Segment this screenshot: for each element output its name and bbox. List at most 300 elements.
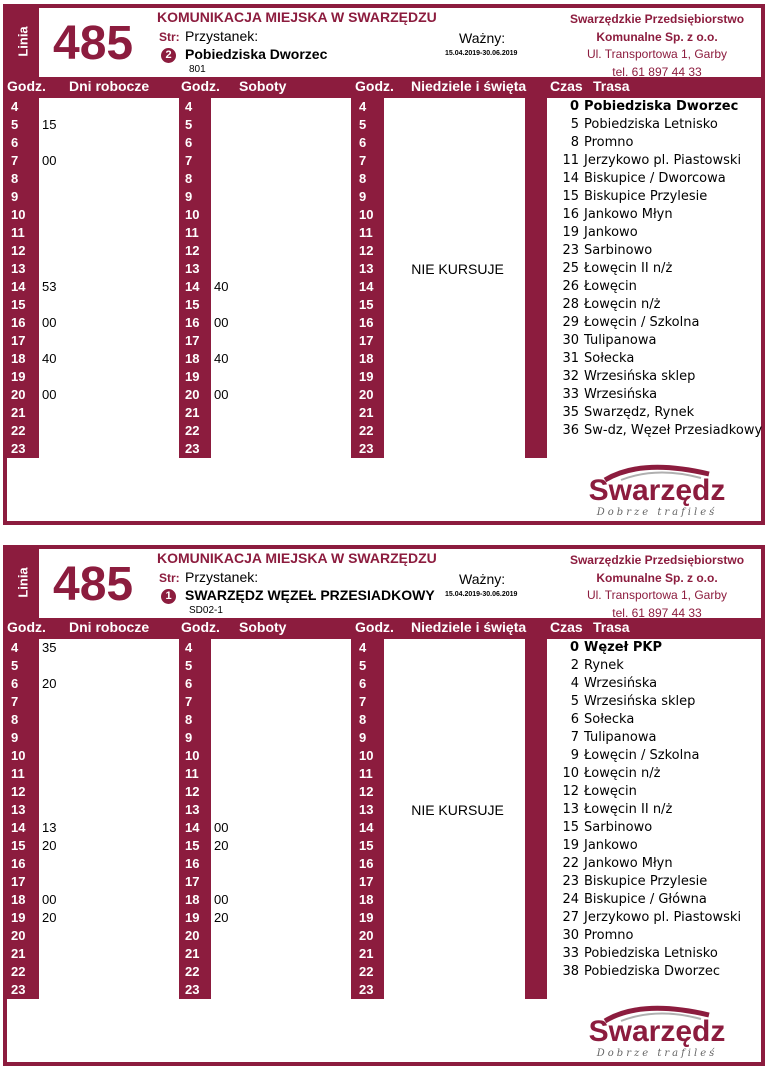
minute-cell <box>39 296 179 314</box>
hour-cell: 8 <box>359 712 367 727</box>
route-stop-name: Łowęcin <box>584 279 637 294</box>
minute-cell <box>211 368 351 386</box>
route-stop-name: Sołecka <box>584 712 635 727</box>
route-stop <box>547 278 761 296</box>
route-stop <box>547 206 761 224</box>
hour-cell: 22 <box>185 964 200 979</box>
route-stop-name: Promno <box>584 135 634 150</box>
hour-cell: 11 <box>185 766 199 781</box>
hour-cell: 21 <box>359 946 374 961</box>
hour-cell: 20 <box>185 387 200 402</box>
route-stop-name: Promno <box>584 928 634 943</box>
route-stop-name: Swarzędz, Rynek <box>584 405 695 420</box>
hour-cell: 13 <box>185 802 200 817</box>
route-stop-time: 24 <box>562 892 579 907</box>
route-stop-name: Biskupice / Dworcowa <box>584 171 726 186</box>
route-stop-name: Jankowo Młyn <box>584 207 673 222</box>
minute-cell: 53 <box>42 279 57 294</box>
minute-cell <box>211 260 351 278</box>
route-stop <box>547 783 761 801</box>
hour-cell: 16 <box>185 856 200 871</box>
route-stop-name: Łowęcin / Szkolna <box>584 748 700 763</box>
route-stop-time: 30 <box>562 928 579 943</box>
hour-cell: 19 <box>11 910 26 925</box>
hour-cell: 9 <box>359 730 367 745</box>
logo-slogan: Dobrze trafileś <box>596 507 718 518</box>
minute-cell <box>39 927 179 945</box>
hour-cell: 10 <box>359 207 374 222</box>
column-header-weekdays: Dni robocze <box>69 619 150 635</box>
hour-cell: 18 <box>11 892 26 907</box>
hour-cell: 19 <box>185 369 200 384</box>
hour-cell: 10 <box>11 748 26 763</box>
route-stop-time: 2 <box>570 658 579 673</box>
route-stop-name: Sarbinowo <box>584 243 653 258</box>
minute-cell: 20 <box>42 676 57 691</box>
minute-cell <box>39 206 179 224</box>
route-stop-time: 8 <box>570 135 579 150</box>
minute-cell: 00 <box>214 892 229 907</box>
timetable-direction-2 <box>3 4 765 525</box>
logo-text: Swarzędz <box>588 474 726 507</box>
route-stop-name: Jerzykowo pl. Piastowski <box>584 153 742 168</box>
hour-cell: 11 <box>11 225 25 240</box>
hour-cell: 7 <box>185 694 193 709</box>
valid-dates: 15.04.2019-30.06.2019 <box>445 591 518 598</box>
hour-cell: 20 <box>11 928 26 943</box>
route-stop-time: 33 <box>562 387 579 402</box>
minute-cell <box>39 242 179 260</box>
hour-cell: 10 <box>359 748 374 763</box>
hour-cell: 4 <box>359 640 367 655</box>
route-stop <box>547 693 761 711</box>
route-stop-time: 14 <box>562 171 579 186</box>
hour-cell: 10 <box>185 207 200 222</box>
route-list <box>547 98 761 440</box>
hour-cell: 23 <box>359 982 374 997</box>
route-stop <box>547 422 761 440</box>
minute-cell <box>211 855 351 873</box>
hour-cell: 15 <box>11 297 26 312</box>
hour-cell: 18 <box>185 892 200 907</box>
minute-cell <box>39 440 179 458</box>
hour-cell: 9 <box>359 189 367 204</box>
hour-cell: 18 <box>359 351 374 366</box>
minute-cell <box>211 224 351 242</box>
route-stop-name: Wrzesińska <box>584 387 658 402</box>
minute-cell: 13 <box>42 820 57 835</box>
timetable-footer <box>7 458 547 521</box>
route-stop-name: Biskupice / Główna <box>584 892 707 907</box>
route-stop <box>547 657 761 675</box>
hour-cell: 8 <box>185 712 193 727</box>
minute-cell <box>211 765 351 783</box>
timetable-footer <box>7 999 547 1062</box>
hour-cell: 10 <box>185 748 200 763</box>
hour-cell: 15 <box>185 838 200 853</box>
route-stop <box>547 242 761 260</box>
route-stop-time: 19 <box>562 225 579 240</box>
hour-cell: 22 <box>11 964 26 979</box>
hour-cell: 20 <box>359 928 374 943</box>
hour-cell: 22 <box>359 423 374 438</box>
line-label-bar <box>7 8 39 77</box>
hour-cell: 9 <box>11 730 19 745</box>
route-stop-name: Biskupice Przylesie <box>584 874 708 889</box>
column-header-hour-sunday: Godz. <box>355 619 394 635</box>
hour-cell: 16 <box>185 315 200 330</box>
swarzedz-logo <box>587 460 727 520</box>
minute-cell <box>211 783 351 801</box>
minute-cell <box>39 422 179 440</box>
line-label: Linia <box>15 26 31 57</box>
hour-cell: 15 <box>359 297 374 312</box>
valid-label: Ważny: <box>459 30 506 46</box>
minute-cell <box>211 639 351 657</box>
minute-cell <box>211 440 351 458</box>
minute-cell: 20 <box>214 910 229 925</box>
hour-cell: 12 <box>185 784 200 799</box>
hour-cell: 18 <box>185 351 200 366</box>
route-stop <box>547 963 761 981</box>
hours-column-weekday <box>7 639 40 999</box>
minute-cell <box>211 296 351 314</box>
route-stop <box>547 170 761 188</box>
route-stop-time: 6 <box>570 712 579 727</box>
company-name-line1: Swarzędzkie Przedsiębiorstwo <box>569 553 745 567</box>
route-stop-name: Sołecka <box>584 351 635 366</box>
hours-column-saturday <box>181 98 214 458</box>
hour-cell: 5 <box>359 658 367 673</box>
hour-cell: 23 <box>185 441 200 456</box>
column-header-hour-saturday: Godz. <box>181 78 220 94</box>
hour-cell: 13 <box>359 802 374 817</box>
route-stop-name: Tulipanowa <box>584 730 657 745</box>
route-stop-time: 33 <box>562 946 579 961</box>
column-header-hour-sunday: Godz. <box>355 78 394 94</box>
route-stop <box>547 675 761 693</box>
route-stop-name: Pobiedziska Dworzec <box>584 964 720 979</box>
route-stop <box>547 909 761 927</box>
minute-cell <box>211 729 351 747</box>
column-header-sundays: Niedziele i święta <box>411 619 527 635</box>
minute-cell <box>39 134 179 152</box>
hour-cell: 12 <box>11 243 26 258</box>
route-stop-name: Łowęcin II n/ż <box>584 802 673 817</box>
hour-cell: 10 <box>11 207 26 222</box>
hour-cell: 15 <box>359 838 374 853</box>
hour-cell: 19 <box>359 369 374 384</box>
hour-cell: 8 <box>185 171 193 186</box>
route-stop-time: 10 <box>562 766 579 781</box>
hour-cell: 22 <box>11 423 26 438</box>
stop-label: Przystanek: <box>185 569 259 585</box>
weekday-minutes <box>39 639 179 999</box>
route-stop-time: 29 <box>562 315 579 330</box>
column-header-hour-saturday: Godz. <box>181 619 220 635</box>
minute-cell <box>39 170 179 188</box>
company-phone: tel. 61 897 44 33 <box>612 65 702 79</box>
route-stop-name: Łowęcin <box>584 784 637 799</box>
route-stop <box>547 188 761 206</box>
logo-slogan: Dobrze trafileś <box>596 1048 718 1059</box>
minute-cell: 20 <box>42 910 57 925</box>
route-stop <box>547 350 761 368</box>
minute-cell <box>211 963 351 981</box>
hour-cell: 20 <box>185 928 200 943</box>
hour-cell: 4 <box>11 640 19 655</box>
minute-cell: 20 <box>42 838 57 853</box>
minute-cell <box>211 422 351 440</box>
hour-cell: 11 <box>185 225 199 240</box>
hour-cell: 8 <box>11 171 19 186</box>
hour-cell: 4 <box>185 640 193 655</box>
hours-column-saturday <box>181 639 214 999</box>
sunday-no-service-note: NIE KURSUJE <box>411 261 504 277</box>
column-header-saturdays: Soboty <box>239 78 287 94</box>
hour-cell: 5 <box>185 658 193 673</box>
minute-cell <box>39 332 179 350</box>
hour-cell: 17 <box>185 874 200 889</box>
minute-cell: 40 <box>214 279 229 294</box>
route-stop-time: 35 <box>562 405 579 420</box>
hour-cell: 13 <box>185 261 200 276</box>
hour-cell: 9 <box>185 189 193 204</box>
weekday-minutes <box>39 98 179 458</box>
route-stop <box>547 224 761 242</box>
route-stop-time: 23 <box>562 874 579 889</box>
minute-cell <box>39 224 179 242</box>
route-stop <box>547 314 761 332</box>
sunday-minutes <box>384 98 525 458</box>
route-stop-time: 0 <box>569 99 579 114</box>
minute-cell <box>211 693 351 711</box>
hour-cell: 11 <box>11 766 25 781</box>
route-list <box>547 639 761 981</box>
minute-cell <box>39 945 179 963</box>
stop-code: 801 <box>189 64 206 75</box>
minute-cell: 35 <box>42 640 57 655</box>
minute-cell <box>211 927 351 945</box>
route-stop <box>547 837 761 855</box>
hour-cell: 13 <box>11 802 26 817</box>
hour-cell: 12 <box>359 784 374 799</box>
route-stop-name: Wrzesińska sklep <box>584 694 696 709</box>
route-stop-time: 11 <box>562 153 579 168</box>
route-stop-name: Pobiedziska Dworzec <box>584 99 739 114</box>
route-stop <box>547 873 761 891</box>
hour-cell: 8 <box>359 171 367 186</box>
minute-cell: 00 <box>214 387 229 402</box>
line-number: 485 <box>53 17 134 70</box>
route-stop-name: Węzeł PKP <box>584 640 663 655</box>
minute-cell <box>39 729 179 747</box>
hour-cell: 22 <box>359 964 374 979</box>
hour-cell: 14 <box>359 820 374 835</box>
timetable-header <box>7 8 761 77</box>
route-stop <box>547 765 761 783</box>
minute-cell: 00 <box>42 153 57 168</box>
route-stop-time: 4 <box>570 676 579 691</box>
hour-cell: 15 <box>185 297 200 312</box>
route-stop <box>547 945 761 963</box>
minute-cell <box>211 747 351 765</box>
hour-cell: 21 <box>11 405 26 420</box>
minute-cell <box>39 98 179 116</box>
route-stop-time: 27 <box>562 910 579 925</box>
route-stop-name: Jerzykowo pl. Piastowski <box>584 910 742 925</box>
minute-cell: 20 <box>214 838 229 853</box>
hour-cell: 21 <box>11 946 26 961</box>
direction-number-badge: 2 <box>161 48 176 63</box>
minute-cell: 00 <box>42 315 57 330</box>
route-stop-name: Biskupice Przylesie <box>584 189 708 204</box>
hour-cell: 6 <box>185 676 193 691</box>
route-stop-name: Łowęcin n/ż <box>584 297 661 312</box>
swarzedz-logo <box>587 1001 727 1061</box>
hour-cell: 17 <box>359 874 374 889</box>
route-stop <box>547 891 761 909</box>
minute-cell <box>39 404 179 422</box>
column-header-time: Czas <box>550 619 583 635</box>
minute-cell <box>39 693 179 711</box>
valid-dates: 15.04.2019-30.06.2019 <box>445 50 518 57</box>
column-header-route: Trasa <box>593 619 630 635</box>
minute-cell <box>39 873 179 891</box>
hour-cell: 8 <box>11 712 19 727</box>
minute-cell: 00 <box>42 892 57 907</box>
hour-cell: 11 <box>359 225 373 240</box>
route-stop-time: 28 <box>562 297 579 312</box>
company-name-line1: Swarzędzkie Przedsiębiorstwo <box>569 12 745 26</box>
minute-cell <box>211 98 351 116</box>
minute-cell <box>211 152 351 170</box>
column-header-weekdays: Dni robocze <box>69 78 150 94</box>
company-address: Ul. Transportowa 1, Garby <box>586 588 728 602</box>
hour-cell: 19 <box>11 369 26 384</box>
line-label: Linia <box>15 567 31 598</box>
route-stop <box>547 116 761 134</box>
route-stop-time: 15 <box>562 820 579 835</box>
column-header-sundays: Niedziele i święta <box>411 78 527 94</box>
route-stop <box>547 711 761 729</box>
minute-cell <box>39 963 179 981</box>
minute-cell <box>39 855 179 873</box>
minute-cell <box>211 945 351 963</box>
route-stop <box>547 134 761 152</box>
hour-cell: 6 <box>11 676 19 691</box>
minute-cell <box>211 657 351 675</box>
direction-label: Str: <box>159 571 180 585</box>
hour-cell: 21 <box>359 405 374 420</box>
hour-cell: 5 <box>185 117 193 132</box>
hour-cell: 12 <box>359 243 374 258</box>
route-stop <box>547 404 761 422</box>
route-stop-time: 13 <box>562 802 579 817</box>
minute-cell <box>39 747 179 765</box>
line-number: 485 <box>53 558 134 611</box>
direction-number-badge: 1 <box>161 589 176 604</box>
minute-cell <box>39 981 179 999</box>
company-phone: tel. 61 897 44 33 <box>612 606 702 620</box>
route-stop-time: 38 <box>562 964 579 979</box>
route-stop <box>547 332 761 350</box>
route-stop <box>547 296 761 314</box>
route-stop-time: 31 <box>562 351 579 366</box>
hours-column-weekday <box>7 98 40 458</box>
column-header-time: Czas <box>550 78 583 94</box>
hour-cell: 7 <box>185 153 193 168</box>
route-stop-time: 30 <box>562 333 579 348</box>
route-stop <box>547 819 761 837</box>
route-stop <box>547 152 761 170</box>
minute-cell <box>211 873 351 891</box>
hour-cell: 13 <box>359 261 374 276</box>
hour-cell: 21 <box>185 946 200 961</box>
route-stop-time: 0 <box>569 640 579 655</box>
hour-cell: 5 <box>11 117 19 132</box>
minute-cell <box>211 675 351 693</box>
hour-cell: 14 <box>359 279 374 294</box>
route-stop-name: Sw-dz, Węzeł Przesiadkowy <box>584 423 763 438</box>
company-address: Ul. Transportowa 1, Garby <box>586 47 728 61</box>
route-stop <box>547 855 761 873</box>
route-panel <box>547 98 761 521</box>
route-stop-time: 7 <box>570 730 579 745</box>
hour-cell: 6 <box>11 135 19 150</box>
route-stop <box>547 260 761 278</box>
hour-cell: 12 <box>11 784 26 799</box>
hour-cell: 4 <box>359 99 367 114</box>
route-stop <box>547 386 761 404</box>
hour-cell: 23 <box>359 441 374 456</box>
minute-cell: 00 <box>214 315 229 330</box>
route-stop-time: 16 <box>562 207 579 222</box>
minute-cell <box>211 170 351 188</box>
minute-cell: 00 <box>214 820 229 835</box>
minute-cell <box>39 188 179 206</box>
route-stop <box>547 98 761 116</box>
hour-cell: 6 <box>359 135 367 150</box>
route-stop-time: 36 <box>562 423 579 438</box>
route-stop <box>547 747 761 765</box>
route-stop-name: Pobiedziska Letnisko <box>584 946 718 961</box>
hour-cell: 7 <box>11 694 19 709</box>
hour-cell: 12 <box>185 243 200 258</box>
hour-cell: 20 <box>11 387 26 402</box>
hour-cell: 23 <box>11 982 26 997</box>
route-stop-time: 9 <box>570 748 579 763</box>
route-stop-name: Łowęcin n/ż <box>584 766 661 781</box>
direction-label: Str: <box>159 30 180 44</box>
line-label-bar <box>7 549 39 618</box>
hour-cell: 16 <box>359 315 374 330</box>
hour-cell: 16 <box>359 856 374 871</box>
route-stop-time: 5 <box>570 117 579 132</box>
route-stop-time: 23 <box>562 243 579 258</box>
hour-cell: 14 <box>185 279 200 294</box>
hour-cell: 4 <box>11 99 19 114</box>
route-stop-time: 22 <box>562 856 579 871</box>
hour-cell: 6 <box>359 676 367 691</box>
hour-cell: 18 <box>359 892 374 907</box>
route-stop-time: 25 <box>562 261 579 276</box>
hour-cell: 14 <box>11 820 26 835</box>
timetable-header <box>7 549 761 618</box>
route-stop-time: 15 <box>562 189 579 204</box>
minute-cell <box>211 116 351 134</box>
hour-cell: 17 <box>359 333 374 348</box>
